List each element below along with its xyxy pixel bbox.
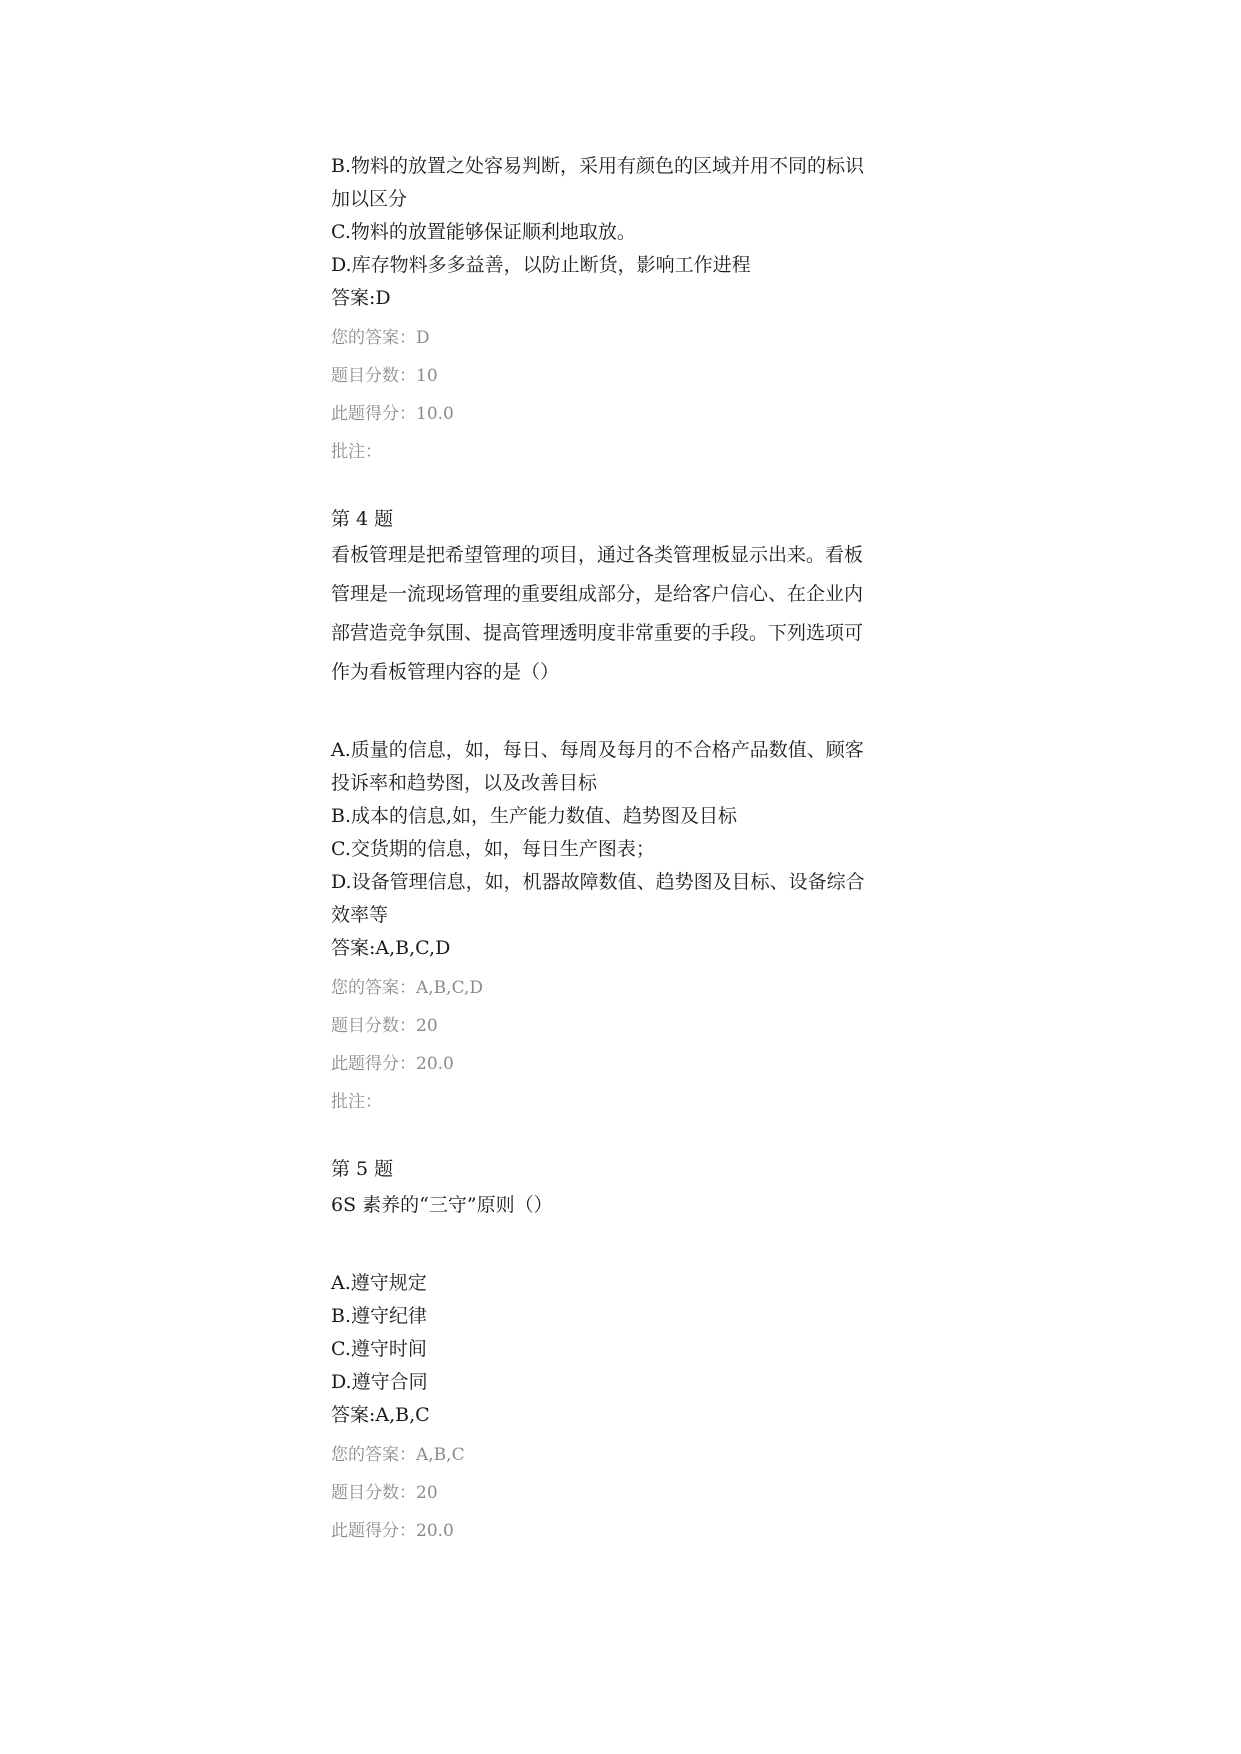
option-c: C.遵守时间 (331, 1338, 427, 1360)
question-score: 题目分数：10 (331, 366, 438, 386)
question-stem-line-2: 管理是一流现场管理的重要组成部分，是给客户信心、在企业内 (331, 583, 864, 605)
option-a-line-1: A.质量的信息，如，每日、每周及每月的不合格产品数值、顾客 (331, 739, 864, 761)
option-d: D.遵守合同 (331, 1371, 428, 1393)
question-heading: 第 4 题 (331, 508, 394, 530)
question-stem-line-4: 作为看板管理内容的是（） (331, 661, 560, 683)
question-5 (331, 1153, 911, 1550)
answer-key: 答案:A,B,C (331, 1404, 430, 1426)
option-a: A.遵守规定 (331, 1272, 427, 1294)
question-stem-line-1: 6S 素养的“三守”原则（） (331, 1194, 553, 1216)
option-c: C.物料的放置能够保证顺利地取放。 (331, 221, 636, 243)
option-b: B.遵守纪律 (331, 1305, 428, 1327)
question-score: 题目分数：20 (331, 1483, 438, 1503)
question-stem-line-1: 看板管理是把希望管理的项目，通过各类管理板显示出来。看板 (331, 544, 864, 566)
comment-label: 批注： (331, 1092, 382, 1112)
answer-key: 答案:A,B,C,D (331, 937, 451, 959)
your-answer: 您的答案：A,B,C,D (331, 978, 484, 998)
option-d-line-1: D.设备管理信息，如，机器故障数值、趋势图及目标、设备综合 (331, 871, 865, 893)
question-4 (331, 503, 911, 1121)
comment-label: 批注： (331, 442, 382, 462)
option-d: D.库存物料多多益善，以防止断货，影响工作进程 (331, 254, 751, 276)
your-answer: 您的答案：D (331, 328, 430, 348)
question-3 (331, 150, 911, 471)
option-c: C.交货期的信息，如，每日生产图表； (331, 838, 655, 860)
document-page (331, 150, 911, 1550)
answer-key: 答案:D (331, 287, 391, 309)
option-b: B.成本的信息,如，生产能力数值、趋势图及目标 (331, 805, 738, 827)
question-stem-line-3: 部营造竞争氛围、提高管理透明度非常重要的手段。下列选项可 (331, 622, 864, 644)
option-a-line-2: 投诉率和趋势图，以及改善目标 (331, 772, 598, 794)
question-heading: 第 5 题 (331, 1158, 394, 1180)
option-d-line-2: 效率等 (331, 904, 389, 926)
option-b-line-1: B.物料的放置之处容易判断，采用有颜色的区域并用不同的标识 (331, 155, 865, 177)
option-b-line-2: 加以区分 (331, 188, 408, 210)
earned-score: 此题得分：10.0 (331, 404, 454, 424)
earned-score: 此题得分：20.0 (331, 1521, 454, 1541)
earned-score: 此题得分：20.0 (331, 1054, 454, 1074)
question-score: 题目分数：20 (331, 1016, 438, 1036)
your-answer: 您的答案：A,B,C (331, 1445, 465, 1465)
